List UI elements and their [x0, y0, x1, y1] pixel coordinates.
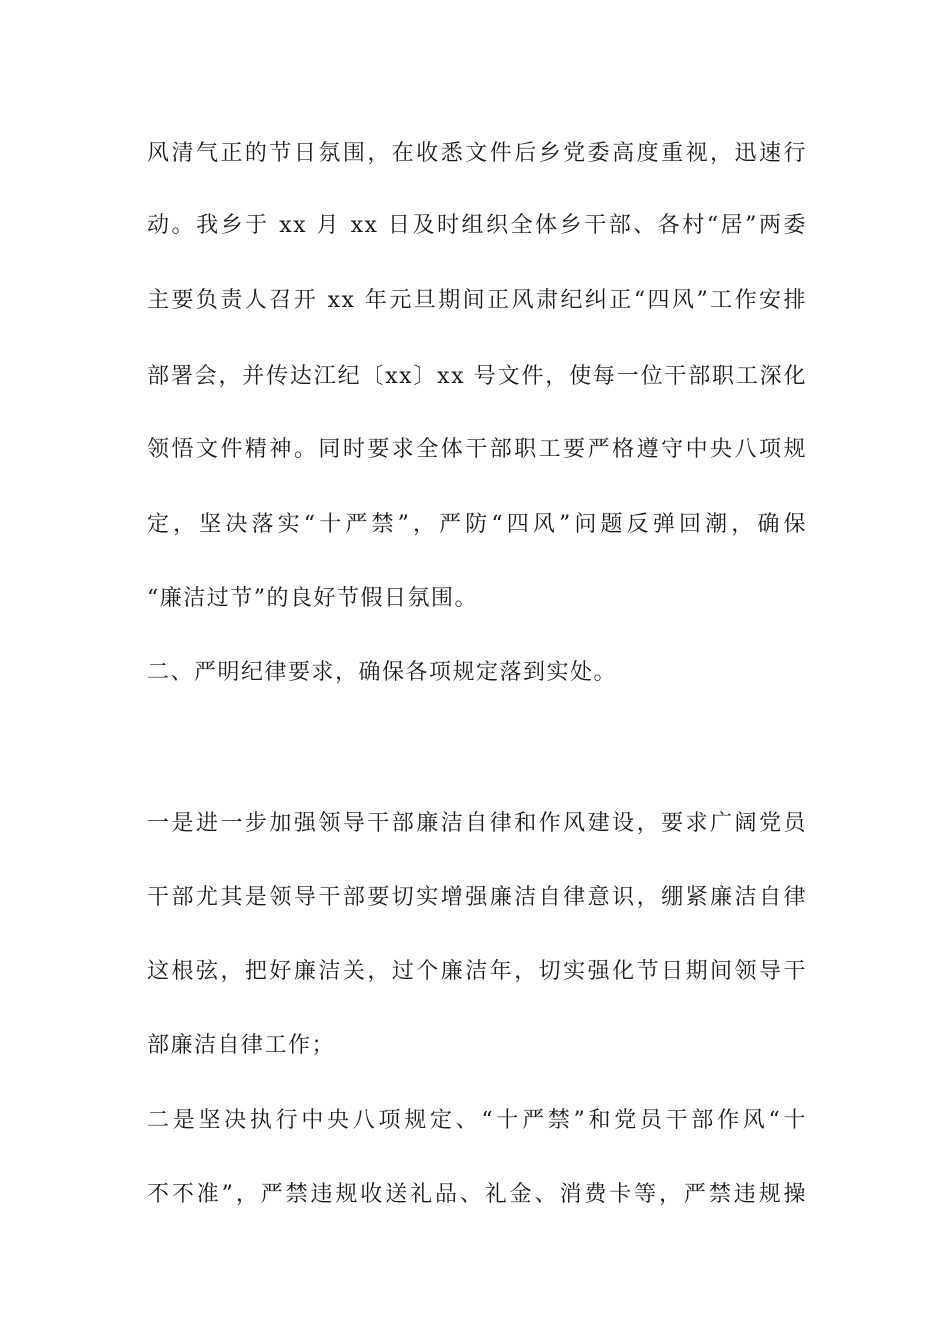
- paragraph-line: 不不准”，严禁违规收送礼品、礼金、消费卡等，严禁违规操: [147, 1182, 807, 1207]
- paragraph-line: 动。我乡于 xx 月 xx 日及时组织全体乡干部、各村“居”两委: [147, 213, 807, 238]
- section-heading: 二、严明纪律要求，确保各项规定落到实处。: [147, 660, 618, 685]
- paragraph-line: 二是坚决执行中央八项规定、“十严禁”和党员干部作风“十: [147, 1108, 807, 1133]
- paragraph-line: 定，坚决落实“十严禁”，严防“四风”问题反弹回潮，确保: [147, 512, 807, 537]
- paragraph-line: 部署会，并传达江纪〔xx〕xx 号文件，使每一位干部职工深化: [147, 364, 807, 389]
- paragraph-line: “廉洁过节”的良好节假日氛围。: [147, 586, 478, 611]
- paragraph-line: 风清气正的节日氛围，在收悉文件后乡党委高度重视，迅速行: [147, 141, 807, 166]
- paragraph-line: 这根弦，把好廉洁关，过个廉洁年，切实强化节日期间领导干: [147, 959, 807, 984]
- paragraph-line: 主要负责人召开 xx 年元旦期间正风肃纪纠正“四风”工作安排: [147, 288, 807, 313]
- paragraph-line: 部廉洁自律工作；: [147, 1033, 336, 1058]
- paragraph-line: 一是进一步加强领导干部廉洁自律和作风建设，要求广阔党员: [147, 811, 807, 836]
- paragraph-line: 领悟文件精神。同时要求全体干部职工要严格遵守中央八项规: [147, 437, 807, 462]
- paragraph-line: 干部尤其是领导干部要切实增强廉洁自律意识，绷紧廉洁自律: [147, 885, 807, 910]
